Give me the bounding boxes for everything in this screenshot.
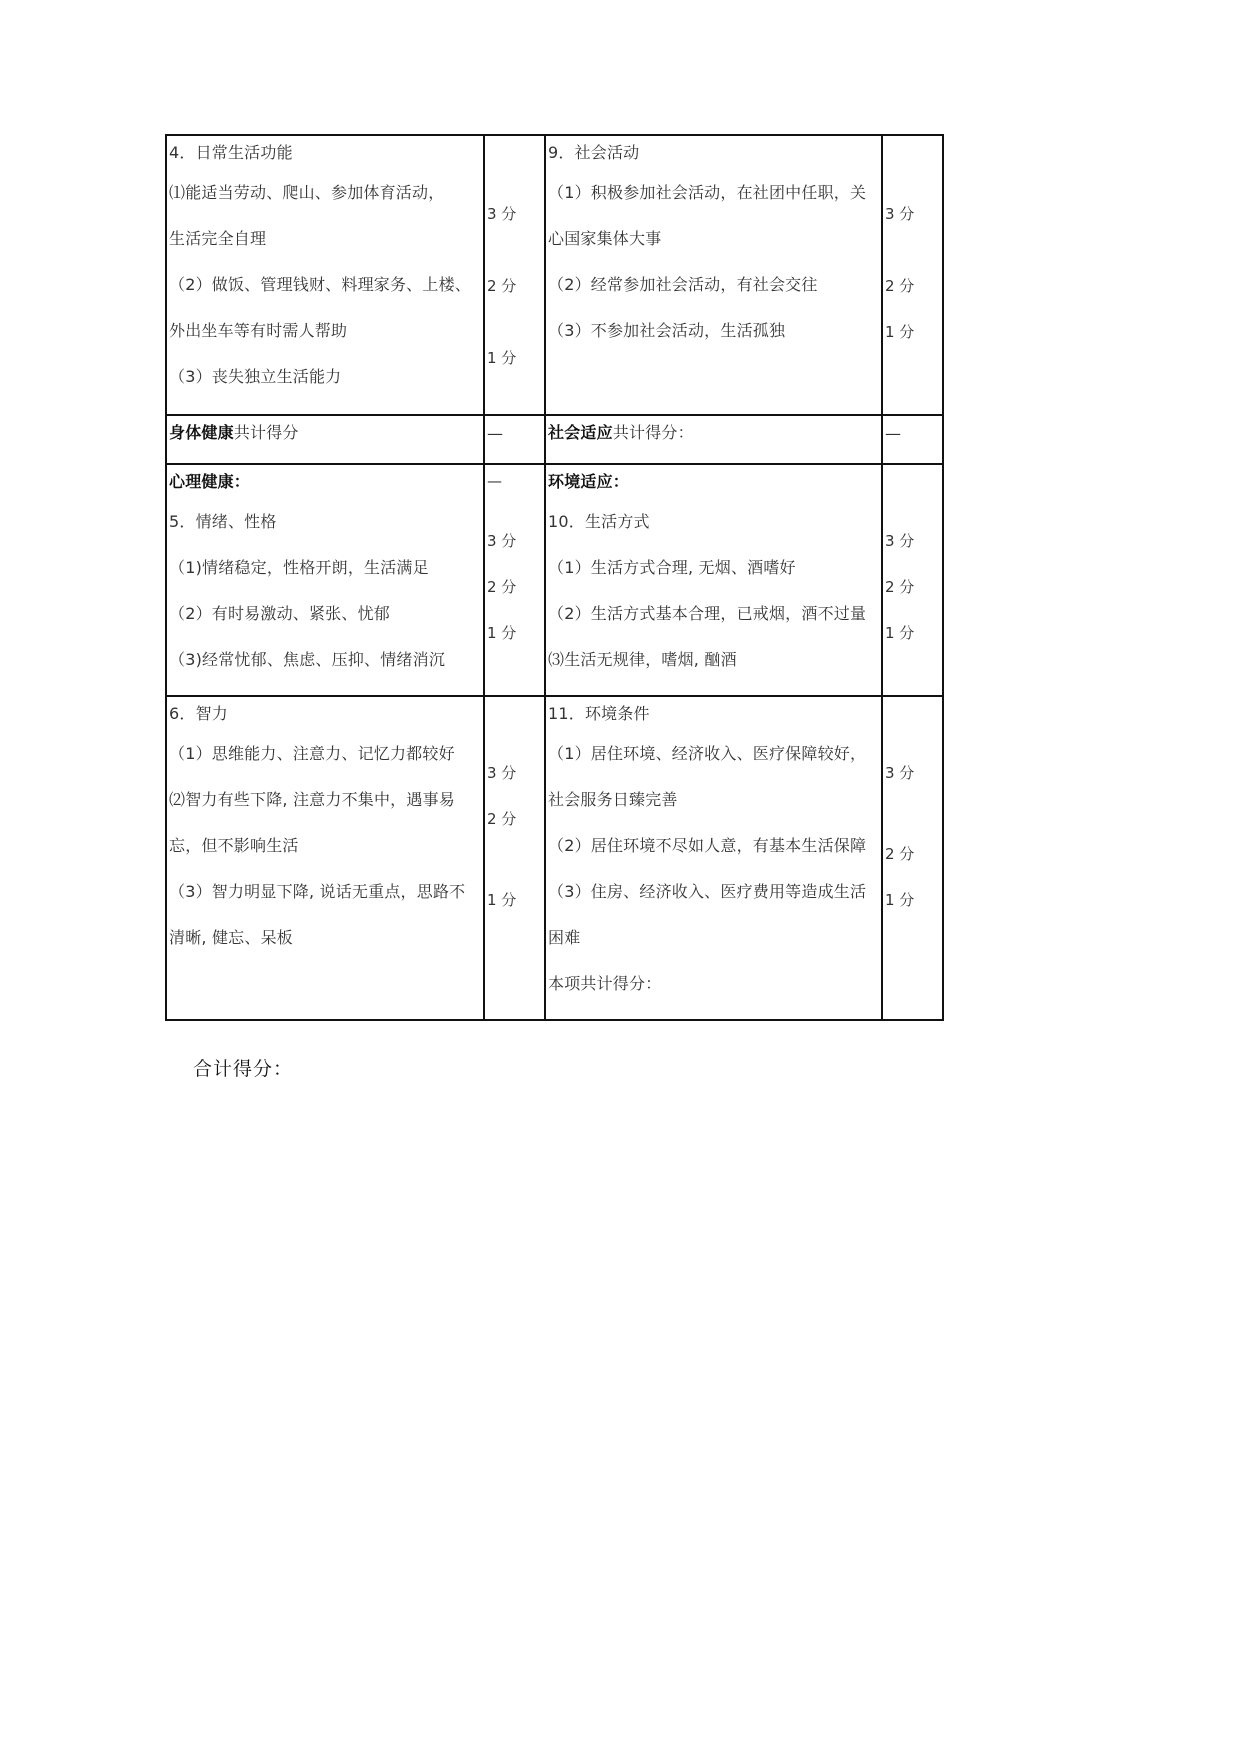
option-text: 困难 bbox=[548, 928, 581, 947]
score-label: 2 分 bbox=[487, 810, 517, 828]
item-title: 10．生活方式 bbox=[548, 512, 650, 531]
item-subtotal-label: 本项共计得分： bbox=[548, 974, 662, 993]
option-text: （1）居住环境、经济收入、医疗保障较好， bbox=[548, 744, 867, 763]
score-value: — bbox=[885, 424, 901, 443]
option-text: （1）积极参加社会活动，在社团中任职，关 bbox=[548, 183, 867, 202]
physical-health-subtotal-cell bbox=[166, 415, 484, 464]
item-11-scores bbox=[882, 696, 943, 1020]
table-row bbox=[166, 696, 943, 1020]
social-adaptation-subtotal-score bbox=[882, 415, 943, 464]
score-label: 2 分 bbox=[487, 277, 517, 295]
social-adaptation-subtotal-cell bbox=[545, 415, 882, 464]
option-text: （3）智力明显下降, 说话无重点，思路不 bbox=[169, 882, 466, 901]
option-text: 忘，但不影响生活 bbox=[169, 836, 299, 855]
option-text: （2）经常参加社会活动，有社会交往 bbox=[548, 275, 818, 294]
score-label: 2 分 bbox=[885, 578, 915, 596]
option-text: （2）居住环境不尽如人意，有基本生活保障 bbox=[548, 836, 867, 855]
option-text: （2）有时易激动、紧张、忧郁 bbox=[169, 604, 390, 623]
section-heading: 环境适应： bbox=[548, 472, 630, 491]
item-10-cell bbox=[545, 464, 882, 696]
item-4-cell bbox=[166, 135, 484, 415]
subtotal-label: 共计得分： bbox=[612, 423, 694, 442]
option-text: （1)情绪稳定，性格开朗，生活满足 bbox=[169, 558, 429, 577]
score-label: 2 分 bbox=[885, 845, 915, 863]
item-title: 6．智力 bbox=[169, 704, 228, 723]
subtotal-label: 共计得分 bbox=[233, 423, 299, 442]
item-9-cell bbox=[545, 135, 882, 415]
option-text: （3）住房、经济收入、医疗费用等造成生活 bbox=[548, 882, 867, 901]
table-row bbox=[166, 135, 943, 415]
score-label: 3 分 bbox=[487, 205, 517, 223]
item-5-scores bbox=[484, 464, 545, 696]
score-label: 1 分 bbox=[885, 323, 915, 341]
score-label: 1 分 bbox=[885, 891, 915, 909]
option-text: （2）生活方式基本合理，已戒烟，酒不过量 bbox=[548, 604, 867, 623]
option-text: 心国家集体大事 bbox=[548, 229, 662, 248]
option-text: 外出坐车等有时需人帮助 bbox=[169, 321, 348, 340]
score-label: 1 分 bbox=[885, 624, 915, 642]
item-title: 4．日常生活功能 bbox=[169, 143, 293, 162]
score-value: — bbox=[487, 424, 503, 443]
item-6-scores bbox=[484, 696, 545, 1020]
option-text: （3）丧失独立生活能力 bbox=[169, 367, 342, 386]
item-title: 5．情绪、性格 bbox=[169, 512, 277, 531]
item-10-scores bbox=[882, 464, 943, 696]
health-assessment-table bbox=[165, 134, 944, 1021]
section-heading: 心理健康： bbox=[169, 472, 251, 491]
option-text: （2）做饭、管理钱财、料理家务、上楼、 bbox=[169, 275, 471, 294]
score-label: 1 分 bbox=[487, 349, 517, 367]
option-text: ⑴能适当劳动、爬山、参加体育活动， bbox=[169, 183, 445, 202]
option-text: （3)经常忧郁、焦虑、压抑、情绪消沉 bbox=[169, 650, 446, 669]
section-label: 社会适应 bbox=[548, 423, 613, 442]
option-text: （1）思维能力、注意力、记忆力都较好 bbox=[169, 744, 455, 763]
option-text: 清晰, 健忘、呆板 bbox=[169, 928, 293, 947]
total-score-label: 合计得分： bbox=[193, 1058, 294, 1080]
item-4-scores bbox=[484, 135, 545, 415]
option-text: ⑵智力有些下降, 注意力不集中，遇事易 bbox=[169, 790, 455, 809]
option-text: （1）生活方式合理, 无烟、酒嗜好 bbox=[548, 558, 796, 577]
score-label: 3 分 bbox=[487, 532, 517, 550]
score-label: 3 分 bbox=[885, 205, 915, 223]
score-label: 2 分 bbox=[885, 277, 915, 295]
option-text: ⑶生活无规律，嗜烟, 酗酒 bbox=[548, 650, 737, 669]
item-11-cell bbox=[545, 696, 882, 1020]
option-text: 社会服务日臻完善 bbox=[548, 790, 678, 809]
section-label: 身体健康 bbox=[169, 423, 234, 442]
item-5-cell bbox=[166, 464, 484, 696]
table-row bbox=[166, 415, 943, 464]
score-value: — bbox=[487, 472, 502, 490]
table-row bbox=[166, 464, 943, 696]
score-label: 3 分 bbox=[487, 764, 517, 782]
physical-health-subtotal-score bbox=[484, 415, 545, 464]
item-6-cell bbox=[166, 696, 484, 1020]
score-label: 2 分 bbox=[487, 578, 517, 596]
score-label: 1 分 bbox=[487, 624, 517, 642]
score-label: 1 分 bbox=[487, 891, 517, 909]
item-title: 11．环境条件 bbox=[548, 704, 650, 723]
score-label: 3 分 bbox=[885, 532, 915, 550]
score-label: 3 分 bbox=[885, 764, 915, 782]
option-text: 生活完全自理 bbox=[169, 229, 267, 248]
option-text: （3）不参加社会活动，生活孤独 bbox=[548, 321, 786, 340]
item-title: 9．社会活动 bbox=[548, 143, 640, 162]
item-9-scores bbox=[882, 135, 943, 415]
